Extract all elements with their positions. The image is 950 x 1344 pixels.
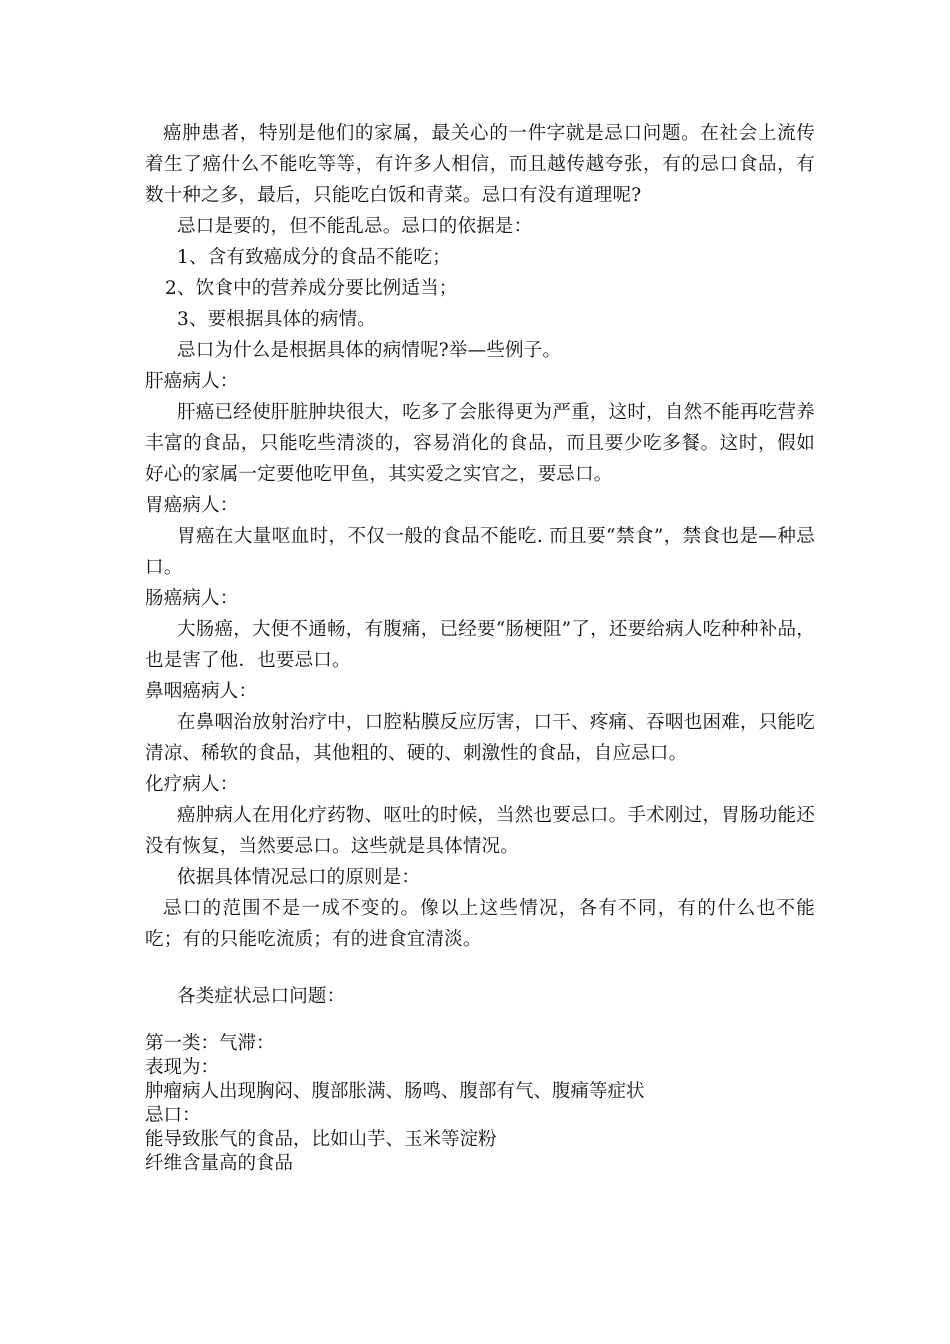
- chemo-paragraph: 癌肿病人在用化疗药物、呕吐的时候，当然也要忌口。手术刚过，胃肠功能还没有恢复，当然要忌口。这些就是具体情况。: [145, 805, 815, 857]
- avoid-label: 忌口：: [145, 1105, 201, 1126]
- stomach-heading: 胃癌病人：: [145, 495, 239, 516]
- naso-paragraph: 在鼻咽治放射治疗中，口腔粘膜反应厉害，口干、疼痛、吞咽也困难，只能吃清凉、稀软的食品，其他粗的、硬的、刺激性的食品，自应忌口。: [145, 712, 815, 764]
- spacer: [145, 955, 815, 981]
- naso-heading: 鼻咽癌病人：: [145, 681, 258, 702]
- principle-item-1: 1、含有致癌成分的食品不能吃；: [177, 247, 451, 268]
- category-1-title: 第一类：气滞：: [145, 1033, 275, 1054]
- liver-paragraph: 肝癌已经使肝脏肿块很大，吃多了会胀得更为严重，这时，自然不能再吃营养丰富的食品，只能吃些清淡的，容易消化的食品，而且要少吃多餐。这时，假如好心的家属一定要他吃甲鱼，其实爱之实官之，要忌口。: [145, 402, 815, 485]
- examples-intro: 忌口为什么是根据具体的病情呢?举—些例子。: [177, 340, 562, 361]
- symptom-text: 肿瘤病人出现胸闷、腹部胀满、肠鸣、腹部有气、腹痛等症状: [145, 1081, 645, 1102]
- principle-heading: 依据具体情况忌口的原则是：: [177, 867, 421, 888]
- section-title: 各类症状忌口问题：: [177, 986, 346, 1007]
- stomach-paragraph: 胃癌在大量呕血时，不仅一般的食品不能吃. 而且要“禁食”，禁食也是—种忌口。: [145, 526, 815, 578]
- bowel-paragraph: 大肠癌，大便不通畅，有腹痛，已经要“肠梗阻”了，还要给病人吃种种补品，也是害了他．也要忌口。: [145, 619, 815, 671]
- liver-heading: 肝癌病人：: [145, 371, 239, 392]
- intro-paragraph: 癌肿患者，特别是他们的家属，最关心的一件字就是忌口问题。在社会上流传着生了癌什么不能吃等等，有许多人相信，而且越传越夸张，有的忌口食品，有数十种之多，最后，只能吃白饭和青菜。忌口有没有道理呢?: [145, 123, 815, 206]
- principle-item-3: 3、要根据具体的病情。: [177, 309, 376, 330]
- avoid-item-1: 能导致胀气的食品，比如山芋、玉米等淀粉: [145, 1129, 497, 1150]
- chemo-heading: 化疗病人：: [145, 774, 239, 795]
- avoid-item-2: 纤维含量高的食品: [145, 1153, 294, 1174]
- document-page: [145, 118, 815, 1176]
- bowel-heading: 肠癌病人：: [145, 588, 239, 609]
- symptom-label: 表现为：: [145, 1057, 220, 1078]
- range-paragraph: 忌口的范围不是一成不变的。像以上这些情况，各有不同，有的什么也不能吃；有的只能吃流质；有的进食宜清淡。: [145, 898, 815, 950]
- principle-item-2: 2、饮食中的营养成分要比例适当；: [165, 278, 458, 299]
- spacer: [145, 1012, 815, 1032]
- principle-intro: 忌口是要的，但不能乱忌。忌口的依据是：: [177, 216, 533, 237]
